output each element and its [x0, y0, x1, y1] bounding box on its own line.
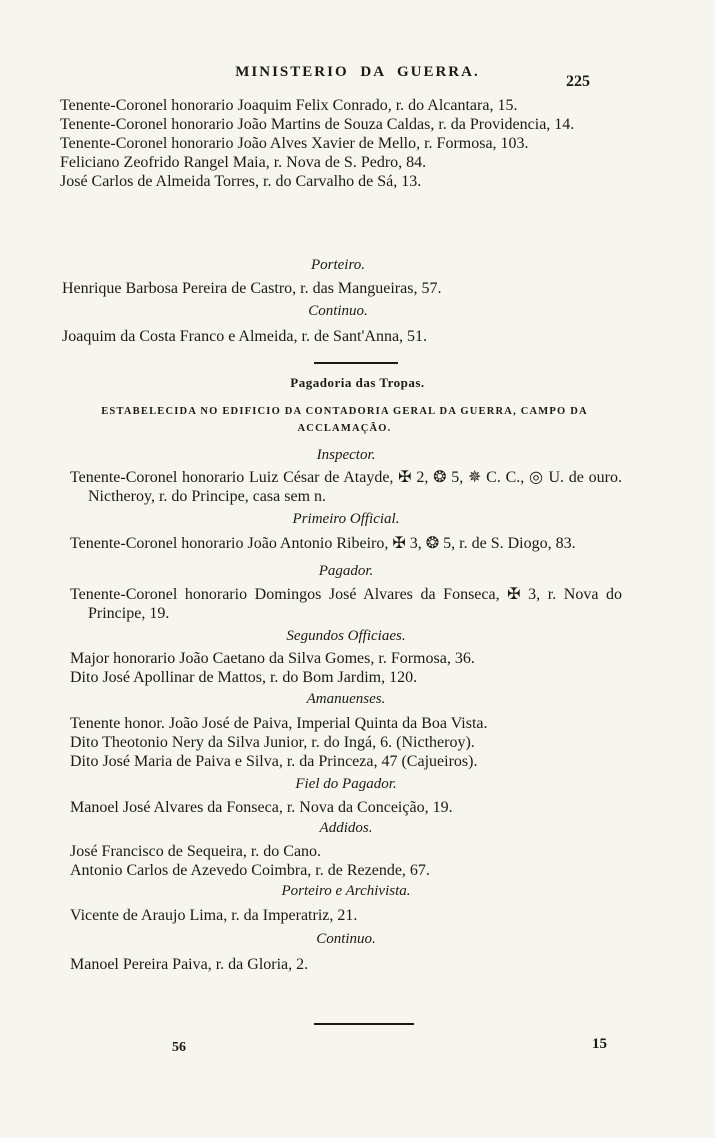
list-item: Vicente de Araujo Lima, r. da Imperatriz, 21. [70, 907, 358, 924]
list-item: Tenente-Coronel honorario João Alves Xavier de Mello, r. Formosa, 103. [60, 135, 529, 152]
running-header-title: MINISTERIO DA GUERRA. [235, 64, 480, 80]
role-heading: Amanuenses. [306, 691, 386, 707]
list-item: Manoel Pereira Paiva, r. da Gloria, 2. [70, 956, 309, 973]
role-heading: Porteiro e Archivista. [281, 883, 411, 899]
list-item: Tenente-Coronel honorario João Antonio Ribeiro, ✠ 3, ❂ 5, r. de S. Diogo, 83. [70, 535, 576, 552]
section-divider [314, 362, 398, 364]
officers-list [60, 96, 612, 191]
role-heading: Inspector. [316, 447, 376, 463]
end-divider [314, 1023, 414, 1025]
list-item: Tenente-Coronel honorario João Martins de Souza Caldas, r. da Providencia, 14. [60, 116, 575, 133]
page-number: 225 [566, 73, 590, 90]
printer-signature: 56 [172, 1040, 186, 1055]
role-heading: Addidos. [319, 820, 373, 836]
role-heading: Porteiro. [310, 257, 366, 273]
role-heading: Continuo. [308, 303, 368, 319]
role-heading: Continuo. [316, 931, 376, 947]
role-heading: Fiel do Pagador. [295, 776, 397, 792]
list-item: Manoel José Alvares da Fonseca, r. Nova da Conceição, 19. [70, 799, 453, 816]
list-item: Tenente-Coronel honorario Domingos José Alvares da Fonseca, ✠ 3, r. Nova do Principe, 19. [70, 586, 622, 622]
list-item: Major honorario João Caetano da Silva Gomes, r. Formosa, 36. [70, 650, 475, 667]
section-subtitle: ESTABELECIDA NO EDIFICIO DA CONTADORIA GERAL DA GUERRA, CAMPO DA ACCLAMAÇÃO. [101, 406, 588, 434]
role-heading: Segundos Officiaes. [286, 628, 406, 644]
list-item: Tenente honor. João José de Paiva, Imperial Quinta da Boa Vista. [70, 715, 488, 732]
section-title: Pagadoria das Tropas. [290, 375, 425, 390]
list-item: Feliciano Zeofrido Rangel Maia, r. Nova de S. Pedro, 84. [60, 154, 427, 171]
role-heading: Pagador. [318, 563, 374, 579]
role-heading: Primeiro Official. [292, 511, 400, 527]
list-item: Henrique Barbosa Pereira de Castro, r. das Mangueiras, 57. [62, 280, 442, 297]
list-item: Dito José Maria de Paiva e Silva, r. da Princeza, 47 (Cajueiros). [70, 753, 478, 770]
pagadoria-staff [70, 446, 622, 974]
list-item: José Carlos de Almeida Torres, r. do Carvalho de Sá, 13. [60, 173, 422, 190]
list-item: Joaquim da Costa Franco e Almeida, r. de Sant'Anna, 51. [62, 328, 428, 345]
list-item: Dito José Apollinar de Mattos, r. do Bom Jardim, 120. [70, 669, 418, 686]
porteiro-section [62, 256, 614, 346]
list-item: Tenente-Coronel honorario Joaquim Felix Conrado, r. do Alcantara, 15. [60, 97, 518, 114]
list-item: Tenente-Coronel honorario Luiz César de Atayde, ✠ 2, ❂ 5, ✵ C. C., ◎ U. de ouro. Nictheroy, r. do Principe, casa sem n. [70, 469, 622, 505]
list-item: José Francisco de Sequeira, r. do Cano. [70, 843, 322, 860]
list-item: Antonio Carlos de Azevedo Coimbra, r. de Rezende, 67. [70, 862, 430, 879]
footer-number: 15 [592, 1036, 607, 1052]
list-item: Dito Theotonio Nery da Silva Junior, r. do Ingá, 6. (Nictheroy). [70, 734, 475, 751]
